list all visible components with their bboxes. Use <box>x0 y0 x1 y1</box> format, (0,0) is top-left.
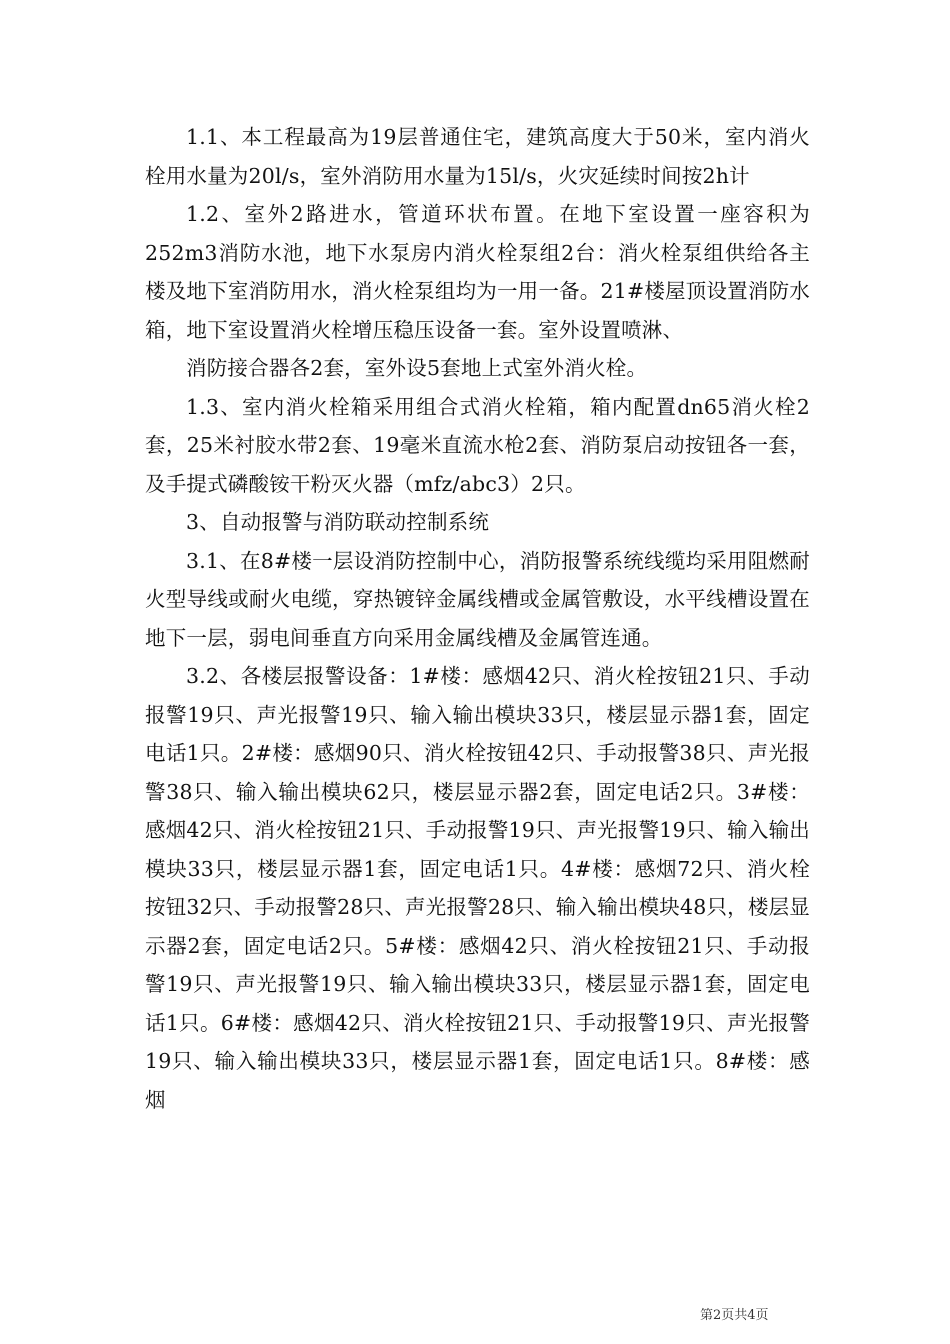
paragraph-fire-connector: 消防接合器各2套，室外设5套地上式室外消火栓。 <box>186 356 648 380</box>
paragraph-1-1-water-demand: 1.1、本工程最高为19层普通住宅，建筑高度大于50米，室内消火栓用水量为20l/s，室外消防用水量为15l/s，火灾延续时间按2h计 <box>145 125 810 188</box>
paragraph-3-2-floor-alarm-devices: 3.2、各楼层报警设备：1#楼：感烟42只、消火栓按钮21只、手动报警19只、声光报警19只、输入输出模块33只，楼层显示器1套，固定电话1只。2#楼：感烟90只、消火栓按钮42只、手动报警38只、声光报警38只、输入输出模块62只，楼层显示器2套，固定电话2只。3#楼：感烟42只、消火栓按钮21只、手动报警19只、声光报警19只、输入输出模块33只，楼层显示器1套，固定电话1只。4#楼：感烟72只、消火栓按钮32只、手动报警28只、声光报警28只、输入输出模块48只，楼层显示器2套，固定电话2只。5#楼：感烟42只、消火栓按钮21只、手动报警19只、声光报警19只、输入输出模块33只，楼层显示器1套，固定电话1只。6#楼：感烟42只、消火栓按钮21只、手动报警19只、声光报警19只、输入输出模块33只，楼层显示器1套，固定电话1只。8#楼：感烟 <box>145 664 810 1112</box>
paragraph-1-3-hydrant-box: 1.3、室内消火栓箱采用组合式消火栓箱，箱内配置dn65消火栓2套，25米衬胶水带2套、19毫米直流水枪2套、消防泵启动按钮各一套，及手提式磷酸铵干粉灭火器（mfz/abc3）2只。 <box>145 394 810 496</box>
body-text <box>145 118 810 1119</box>
paragraph-1-2-water-supply: 1.2、室外2路进水，管道环状布置。在地下室设置一座容积为252m3消防水池，地下水泵房内消火栓泵组2台：消火栓泵组供给各主楼及地下室消防用水，消火栓泵组均为一用一备。21#楼屋顶设置消防水箱，地下室设置消火栓增压稳压设备一套。室外设置喷淋、 <box>145 202 810 342</box>
paragraph-3-1-control-center: 3.1、在8#楼一层设消防控制中心，消防报警系统线缆均采用阻燃耐火型导线或耐火电缆，穿热镀锌金属线槽或金属管敷设，水平线槽设置在地下一层，弱电间垂直方向采用金属线槽及金属管连通。 <box>145 548 810 650</box>
section-heading-alarm-system: 3、自动报警与消防联动控制系统 <box>186 510 490 534</box>
page-number-footer: 第2页共4页 <box>700 1308 769 1323</box>
